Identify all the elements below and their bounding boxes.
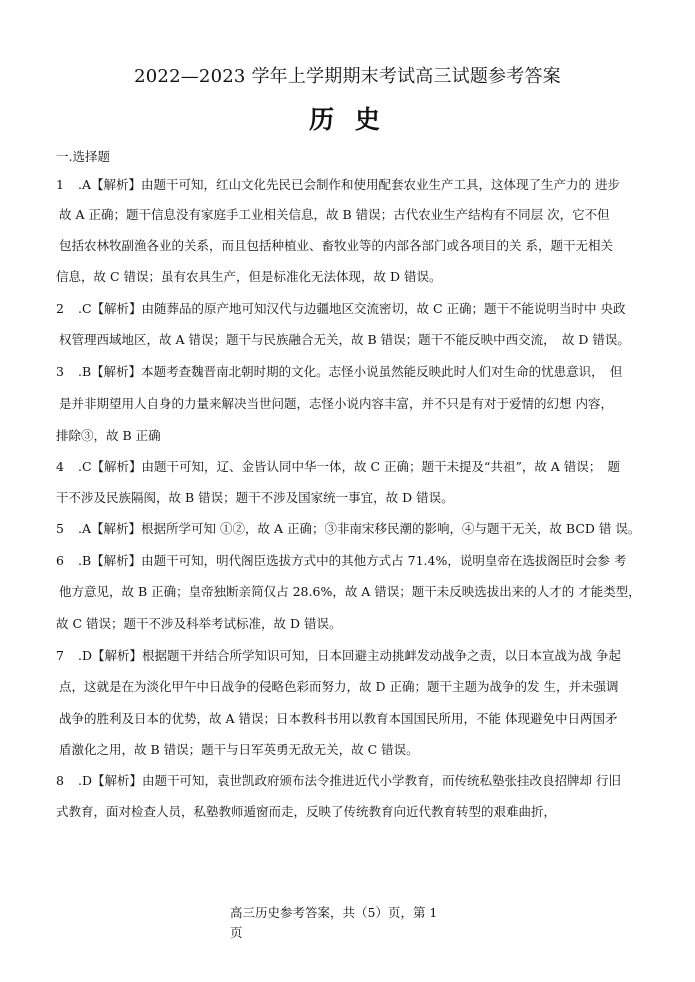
answer-text: 战争的胜利及日本的优势，故 A 错误；日本教科书用以教育本国国民所用，不能 体现避免中日两国矛 [59, 711, 618, 726]
answer-line [59, 711, 659, 727]
answer-text: .D【解析】由题干可知，袁世凯政府颁布法令推进近代小学教育，而传统私塾张挂改良招牌却 行旧 [78, 773, 621, 788]
answer-text: 是并非期望用人自身的力量来解决当世问题，志怪小说内容丰富，并不只是有对于爱情的幻想 内容， [59, 396, 613, 411]
answer-line [56, 301, 656, 317]
answer-text: 包括农林牧副渔各业的关系，而且包括种植业、畜牧业等的内部各部门或各项目的关 系，题干无相关 [59, 238, 613, 253]
answer-text: 故 A 正确；题干信息没有家庭手工业相关信息，故 B 错误；古代农业生产结构有不同层 次，它不但 [59, 207, 610, 222]
answer-text: 点，这就是在为淡化甲午中日战争的侵略色彩而努力，故 D 正确；题干主题为战争的发 生，并未强调 [59, 679, 619, 694]
answer-line [56, 364, 656, 380]
page-footer [230, 903, 490, 943]
answer-text: .B【解析】由题干可知，明代阁臣选拔方式中的其他方式占 71.4%，说明皇帝在选拔阁臣时会参 考 [78, 553, 627, 568]
question-number: 1 [56, 177, 64, 192]
answer-text: 信息，故 C 错误；虽有农具生产，但是标准化无法体现，故 D 错误。 [56, 269, 442, 284]
answer-text: 干不涉及民族隔阂，故 B 错误；题干不涉及国家统一事宜，故 D 错误。 [56, 490, 454, 505]
question-number: 7 [56, 648, 64, 663]
question-number: 6 [56, 553, 64, 568]
answer-line [59, 238, 659, 254]
answer-line [56, 490, 656, 506]
answer-line [59, 332, 659, 348]
section-heading: 一.选择题 [56, 149, 110, 164]
answer-line [56, 553, 656, 569]
answer-text: 故 C 错误；题干不涉及科举考试标准，故 D 错误。 [56, 616, 342, 631]
answer-text: .B【解析】本题考查魏晋南北朝时期的文化。志怪小说虽然能反映此时人们对生命的忧患意识， 但 [78, 364, 623, 379]
answer-line [59, 742, 659, 758]
answer-text: 排除③，故 B 正确 [56, 428, 161, 443]
question-number: 2 [56, 301, 64, 316]
answer-text: .C【解析】由随葬品的原产地可知汉代与边疆地区交流密切，故 C 正确；题干不能说明当时中 央政 [78, 301, 626, 316]
answer-text: .A【解析】由题干可知，红山文化先民已会制作和使用配套农业生产工具，这体现了生产力的 进步 [78, 177, 620, 192]
page-title: 2022—2023 学年上学期期末考试高三试题参考答案 [134, 66, 561, 87]
answer-text: .C【解析】由题干可知，辽、金皆认同中华一体，故 C 正确；题干未提及“共祖”，故 A 错误； 题 [78, 459, 621, 474]
answer-text: 盾激化之用，故 B 错误；题干与日军英勇无敌无关，故 C 错误。 [59, 742, 419, 757]
answer-line [56, 804, 656, 820]
answer-text: 式教育，面对检查人员，私塾教师遁窗而走，反映了传统教育向近代教育转型的艰难曲折， [56, 804, 557, 819]
answer-line [56, 521, 656, 537]
answer-line [59, 207, 659, 223]
answer-line [56, 648, 656, 664]
question-number: 8 [56, 773, 64, 788]
answer-text: 他方意见，故 B 正确；皇帝独断亲简仅占 28.6%，故 A 错误；题干未反映选拔出来的人才的 才能类型， [59, 584, 641, 599]
answer-line [56, 616, 656, 632]
answer-line [59, 396, 659, 412]
answer-line [59, 679, 659, 695]
answer-text: 权管理西域地区，故 A 错误；题干与民族融合无关，故 B 错误；题干不能反映中西交流， 故 D 错误。 [59, 332, 630, 347]
footer-line: 高三历史参考答案，共（5）页，第 1 [230, 905, 438, 920]
answer-line [56, 459, 656, 475]
question-number: 4 [56, 459, 64, 474]
answer-line [59, 584, 659, 600]
answer-line [56, 269, 656, 285]
answer-line [56, 773, 656, 789]
footer-line: 页 [230, 925, 243, 940]
answer-line [56, 177, 656, 193]
subject-heading: 历 史 [309, 105, 386, 134]
answer-line [56, 428, 656, 444]
question-number: 3 [56, 364, 64, 379]
question-number: 5 [56, 521, 64, 536]
answer-text: .A【解析】根据所学可知 ①②，故 A 正确；③非南宋移民潮的影响，④与题干无关，故 BCD 错 误。 [78, 521, 641, 536]
answer-text: .D【解析】根据题干并结合所学知识可知，日本回避主动挑衅发动战争之责，以日本宣战为战 争起 [78, 648, 621, 663]
